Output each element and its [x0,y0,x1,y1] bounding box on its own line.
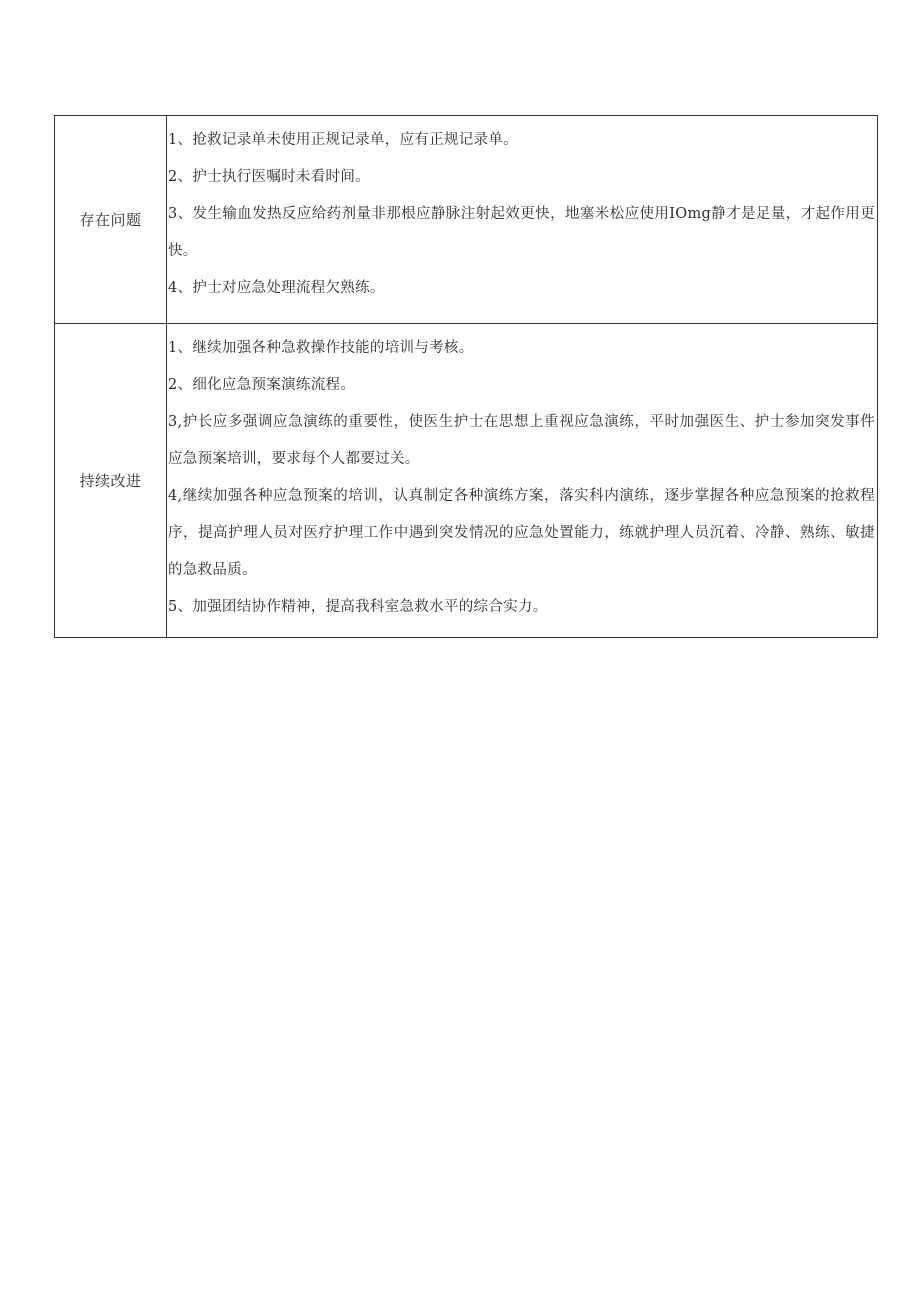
section-label-issues: 存在问题 [55,116,167,324]
list-item: 4、护士对应急处理流程欠熟练。 [168,280,385,296]
table-row-issues [55,116,878,324]
list-item: 5、加强团结协作精神，提高我科室急救水平的综合实力。 [168,599,548,615]
list-item: 4,继续加强各种应急预案的培训，认真制定各种演练方案，落实科内演练，逐步掌握各种应急预案的抢救程序，提高护理人员对医疗护理工作中遇到突发情况的应急处置能力，练就护理人员沉着、冷静、熟练、敏捷的急救品质。 [168,488,875,578]
list-item: 1、继续加强各种急救操作技能的培训与考核。 [168,340,474,356]
list-item: 2、护士执行医嘱时未看时间。 [168,169,370,185]
list-item: 1、抢救记录单未使用正规记录单，应有正规记录单。 [168,132,518,148]
report-table [54,115,878,638]
table-row-improvement [55,324,878,638]
list-item: 2、细化应急预案演练流程。 [168,377,356,393]
list-item: 3、发生输血发热反应给药剂量非那根应静脉注射起效更快，地塞米松应使用IOmg静才是足量，才起作用更快。 [168,206,875,259]
section-content-issues [167,116,878,324]
section-content-improvement [167,324,878,638]
list-item: 3,护长应多强调应急演练的重要性，使医生护士在思想上重视应急演练，平时加强医生、护士参加突发事件应急预案培训，要求每个人都要过关。 [168,414,875,467]
section-label-improvement: 持续改进 [55,324,167,638]
